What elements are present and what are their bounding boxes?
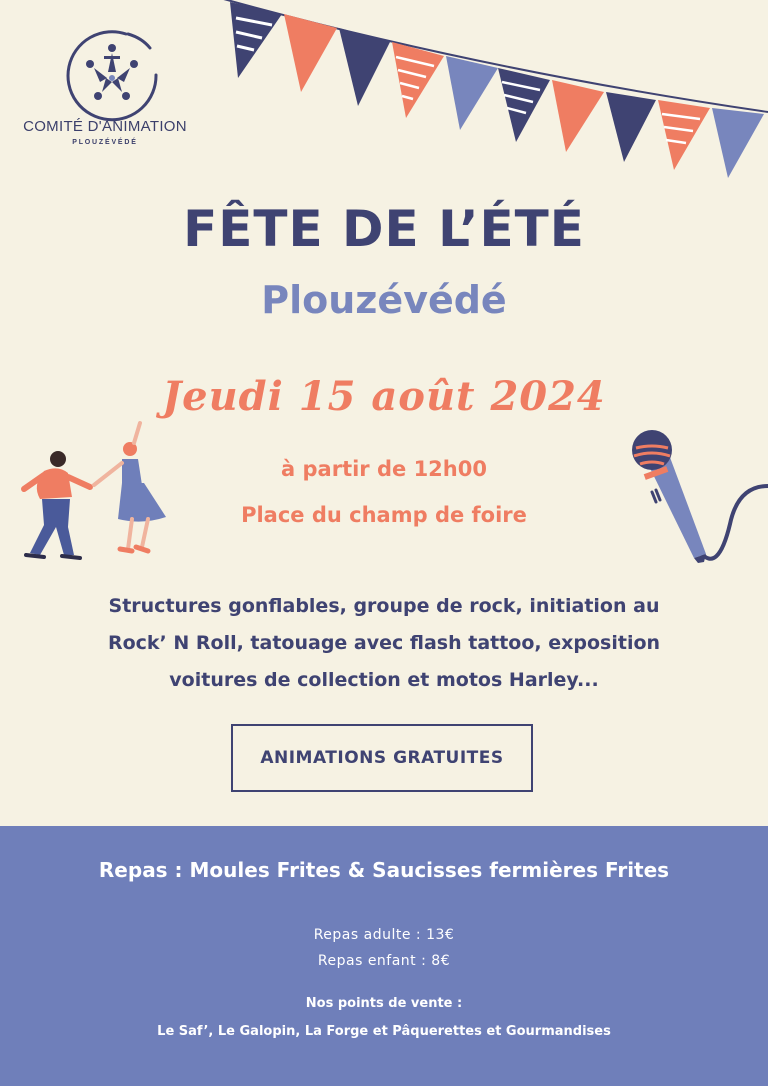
- event-date: Jeudi 15 août 2024: [162, 373, 606, 420]
- sales-points-title: Nos points de vente :: [305, 996, 463, 1011]
- free-animations-box: [231, 724, 533, 792]
- activities-line: voitures de collection et motos Harley...: [169, 669, 599, 691]
- event-town: Plouzévédé: [261, 278, 507, 322]
- price-adult: Repas adulte : 13€: [313, 927, 455, 943]
- logo-name: COMITÉ D'ANIMATION: [23, 118, 187, 135]
- activities-line: Structures gonflables, groupe de rock, initiation au: [108, 595, 660, 617]
- sales-points-list: Le Saf’, Le Galopin, La Forge et Pâquerettes et Gourmandises: [157, 1024, 611, 1039]
- event-place: Place du champ de foire: [241, 503, 527, 527]
- bunting-flags-icon: [200, 0, 768, 185]
- meal-title: Repas : Moules Frites & Saucisses fermières Frites: [98, 858, 670, 882]
- activities-text: [70, 588, 698, 699]
- rock-n-roll-dancers-icon: [10, 415, 180, 565]
- event-title: FÊTE DE L’ÉTÉ: [183, 200, 585, 258]
- price-child: Repas enfant : 8€: [317, 953, 451, 969]
- microphone-icon: [622, 428, 768, 568]
- activities-line: Rock’ N Roll, tatouage avec flash tattoo, exposition: [107, 632, 661, 654]
- free-animations-label: ANIMATIONS GRATUITES: [260, 748, 504, 768]
- event-time: à partir de 12h00: [281, 457, 487, 481]
- logo-town: PLOUZÉVÉDÉ: [72, 139, 138, 146]
